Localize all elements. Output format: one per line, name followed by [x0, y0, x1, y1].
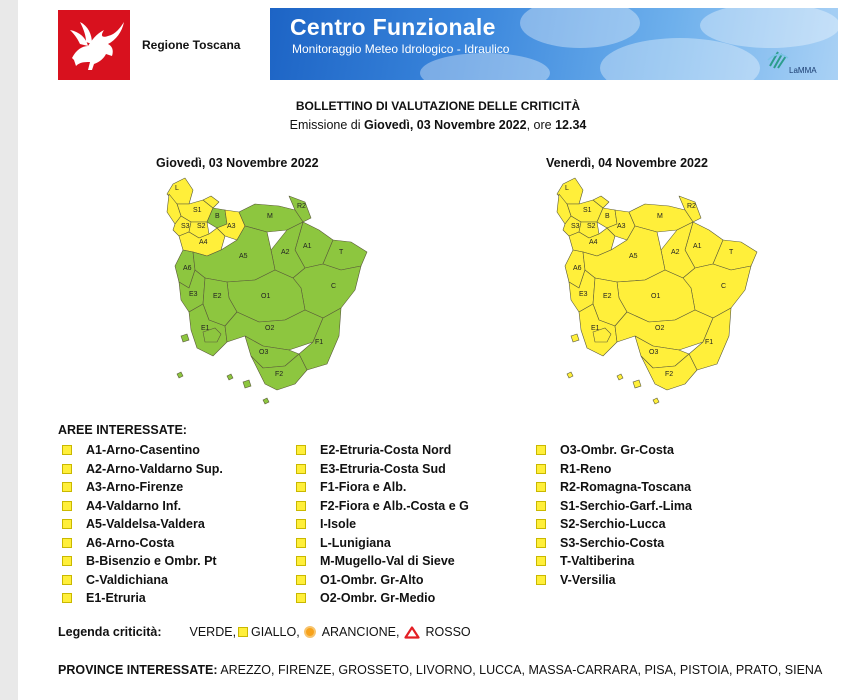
yellow-square-icon — [296, 556, 306, 566]
provinces-line — [58, 661, 838, 679]
area-label: E3-Etruria-Costa Sud — [320, 461, 446, 476]
map-region-label: S1 — [193, 207, 202, 214]
area-list-item — [62, 478, 223, 497]
area-list-item — [62, 497, 223, 516]
yellow-square-icon — [296, 445, 306, 455]
yellow-square-icon — [62, 556, 72, 566]
legend-title: Legenda criticità: — [58, 625, 162, 639]
map-region-label: A6 — [183, 265, 192, 272]
area-label: O3-Ombr. Gr-Costa — [560, 443, 674, 458]
areas-title: AREE INTERESSATE: — [58, 423, 187, 437]
yellow-square-icon — [296, 519, 306, 529]
map-island — [567, 372, 573, 378]
area-list-item — [296, 497, 469, 516]
provinces-label: PROVINCE INTERESSATE: — [58, 663, 218, 677]
legend-rosso-label: ROSSO — [425, 625, 471, 639]
red-triangle-icon — [404, 626, 420, 639]
map-region-label: O1 — [261, 293, 271, 300]
lamma-logo-text: LaMMA — [789, 66, 817, 75]
areas-column-3 — [536, 441, 692, 589]
area-label: I-Isole — [320, 517, 357, 532]
legend-giallo-label: GIALLO, — [251, 625, 300, 639]
yellow-square-icon — [536, 519, 546, 529]
legend-arancione-label: ARANCIONE, — [321, 625, 400, 639]
yellow-square-icon — [62, 445, 72, 455]
centro-funzionale-banner — [270, 8, 838, 80]
yellow-square-icon — [62, 519, 72, 529]
areas-column-2 — [296, 441, 469, 608]
criticality-map-day-1 — [155, 170, 375, 406]
yellow-square-icon — [62, 501, 72, 511]
area-label: S3-Serchio-Costa — [560, 535, 665, 550]
area-list-item — [536, 497, 692, 516]
yellow-square-icon — [296, 464, 306, 474]
area-label: M-Mugello-Val di Sieve — [320, 554, 455, 569]
map-region-label: L — [175, 185, 179, 192]
map-region-label: R2 — [297, 203, 306, 210]
area-label: T-Valtiberina — [560, 554, 635, 569]
area-list-item — [536, 571, 692, 590]
area-label: A6-Arno-Costa — [86, 535, 175, 550]
map-region-label: A3 — [227, 223, 236, 230]
area-label: E2-Etruria-Costa Nord — [320, 443, 452, 458]
yellow-square-icon — [536, 464, 546, 474]
yellow-square-icon — [296, 593, 306, 603]
emission-time: 12.34 — [555, 118, 587, 132]
area-list-item — [62, 534, 223, 553]
map-region-label: O1 — [651, 293, 661, 300]
area-label: F2-Fiora e Alb.-Costa e G — [320, 498, 469, 513]
map-region-label: A5 — [629, 253, 638, 260]
area-list-item — [296, 441, 469, 460]
map-region-label: A6 — [573, 265, 582, 272]
map-region-label: S2 — [587, 223, 596, 230]
map-region-label: E2 — [213, 293, 222, 300]
area-list-item — [62, 571, 223, 590]
map-region-label: B — [215, 213, 220, 220]
area-list-item — [62, 589, 223, 608]
area-label: S2-Serchio-Lucca — [560, 517, 666, 532]
yellow-square-icon — [296, 482, 306, 492]
area-label: A2-Arno-Valdarno Sup. — [86, 461, 223, 476]
map-island — [653, 398, 659, 404]
map-region-label: O2 — [655, 325, 665, 332]
area-label: A3-Arno-Firenze — [86, 480, 184, 495]
map-region-label: B — [605, 213, 610, 220]
map-region-label: S3 — [571, 223, 580, 230]
area-label: B-Bisenzio e Ombr. Pt — [86, 554, 217, 569]
map-region-label: T — [729, 249, 734, 256]
emission-date: Giovedì, 03 Novembre 2022 — [363, 118, 527, 132]
area-list-item — [536, 534, 692, 553]
map-region-label: A3 — [617, 223, 626, 230]
yellow-square-icon — [62, 482, 72, 492]
map-region-label: M — [657, 213, 663, 220]
map-region-label: O3 — [259, 349, 269, 356]
map-region-label: T — [339, 249, 344, 256]
area-label: R2-Romagna-Toscana — [560, 480, 692, 495]
map-island — [243, 380, 251, 388]
bulletin-title: BOLLETTINO DI VALUTAZIONE DELLE CRITICITÀ — [295, 99, 581, 113]
criticality-legend — [58, 625, 471, 639]
area-list-item — [62, 460, 223, 479]
legend-verde-label: VERDE, — [189, 625, 237, 639]
area-label: O2-Ombr. Gr-Medio — [320, 591, 436, 606]
map-region-label: S2 — [197, 223, 206, 230]
yellow-square-icon — [62, 575, 72, 585]
map-region-label: A4 — [589, 239, 598, 246]
banner-title: Centro Funzionale — [290, 14, 496, 40]
bulletin-page — [18, 0, 858, 700]
map-region-label: C — [721, 283, 727, 290]
map-region-label: E3 — [579, 291, 588, 298]
map-region-label: E2 — [603, 293, 612, 300]
map-island — [617, 374, 623, 380]
map-island — [571, 334, 579, 342]
map-region-label: M — [267, 213, 273, 220]
area-label: V-Versilia — [560, 572, 616, 587]
map-island — [263, 398, 269, 404]
yellow-square-icon — [536, 501, 546, 511]
yellow-square-icon — [62, 538, 72, 548]
yellow-square-icon — [296, 575, 306, 585]
area-list-item — [296, 534, 469, 553]
map-region-label: S3 — [181, 223, 190, 230]
area-list-item — [296, 552, 469, 571]
areas-column-1 — [62, 441, 223, 608]
banner-subtitle: Monitoraggio Meteo Idrologico - Idraulico — [292, 42, 510, 56]
map-region-label: A1 — [303, 243, 312, 250]
area-label: F1-Fiora e Alb. — [320, 480, 407, 495]
map-region-label: F2 — [275, 371, 284, 378]
area-list-item — [296, 460, 469, 479]
yellow-square-icon — [62, 464, 72, 474]
area-list-item — [536, 552, 692, 571]
map-region-label: F2 — [665, 371, 674, 378]
yellow-square-icon — [536, 538, 546, 548]
area-label: R1-Reno — [560, 461, 612, 476]
map-region-label: E3 — [189, 291, 198, 298]
map-day-label-1: Giovedì, 03 Novembre 2022 — [156, 156, 319, 170]
map-region-label: O2 — [265, 325, 275, 332]
area-label: L-Lunigiana — [320, 535, 391, 550]
yellow-square-icon — [296, 501, 306, 511]
map-region-label: A2 — [671, 249, 680, 256]
area-label: E1-Etruria — [86, 591, 146, 606]
regione-toscana-logo — [58, 10, 130, 80]
yellow-square-icon — [238, 627, 248, 637]
orange-circle-icon — [304, 626, 316, 638]
area-list-item — [296, 515, 469, 534]
map-region-label: R2 — [687, 203, 696, 210]
area-list-item — [296, 589, 469, 608]
map-island — [227, 374, 233, 380]
area-label: C-Valdichiana — [86, 572, 168, 587]
area-label: S1-Serchio-Garf.-Lima — [560, 498, 692, 513]
map-region-label: A5 — [239, 253, 248, 260]
provinces-list: AREZZO, FIRENZE, GROSSETO, LIVORNO, LUCCA, MASSA-CARRARA, PISA, PISTOIA, PRATO, SIENA — [220, 663, 823, 677]
area-label: A1-Arno-Casentino — [86, 443, 200, 458]
area-list-item — [296, 571, 469, 590]
emission-mid: , ore — [526, 118, 556, 132]
region-name: Regione Toscana — [142, 38, 241, 52]
area-list-item — [62, 515, 223, 534]
yellow-square-icon — [536, 556, 546, 566]
emission-prefix: Emissione di — [289, 118, 364, 132]
map-region-label: A2 — [281, 249, 290, 256]
yellow-square-icon — [296, 538, 306, 548]
map-region-label: O3 — [649, 349, 659, 356]
map-region-label: A1 — [693, 243, 702, 250]
yellow-square-icon — [536, 445, 546, 455]
area-label: A5-Valdelsa-Valdera — [86, 517, 205, 532]
map-region-label: S1 — [583, 207, 592, 214]
yellow-square-icon — [536, 482, 546, 492]
map-region-label: A4 — [199, 239, 208, 246]
map-region-label: F1 — [315, 339, 324, 346]
yellow-square-icon — [536, 575, 546, 585]
pegasus-icon — [58, 10, 130, 80]
area-list-item — [296, 478, 469, 497]
area-list-item — [62, 552, 223, 571]
area-list-item — [62, 441, 223, 460]
area-label: O1-Ombr. Gr-Alto — [320, 572, 424, 587]
emission-line — [18, 118, 858, 132]
map-island — [633, 380, 641, 388]
map-region-label: E1 — [201, 325, 210, 332]
area-list-item — [536, 441, 692, 460]
area-list-item — [536, 515, 692, 534]
area-list-item — [536, 478, 692, 497]
area-label: A4-Valdarno Inf. — [86, 498, 182, 513]
map-island — [181, 334, 189, 342]
map-region-label: C — [331, 283, 337, 290]
map-day-label-2: Venerdì, 04 Novembre 2022 — [546, 156, 708, 170]
map-region-label: E1 — [591, 325, 600, 332]
yellow-square-icon — [62, 593, 72, 603]
area-list-item — [536, 460, 692, 479]
criticality-map-day-2 — [545, 170, 765, 406]
map-island — [177, 372, 183, 378]
map-region-label: L — [565, 185, 569, 192]
map-region-label: F1 — [705, 339, 714, 346]
